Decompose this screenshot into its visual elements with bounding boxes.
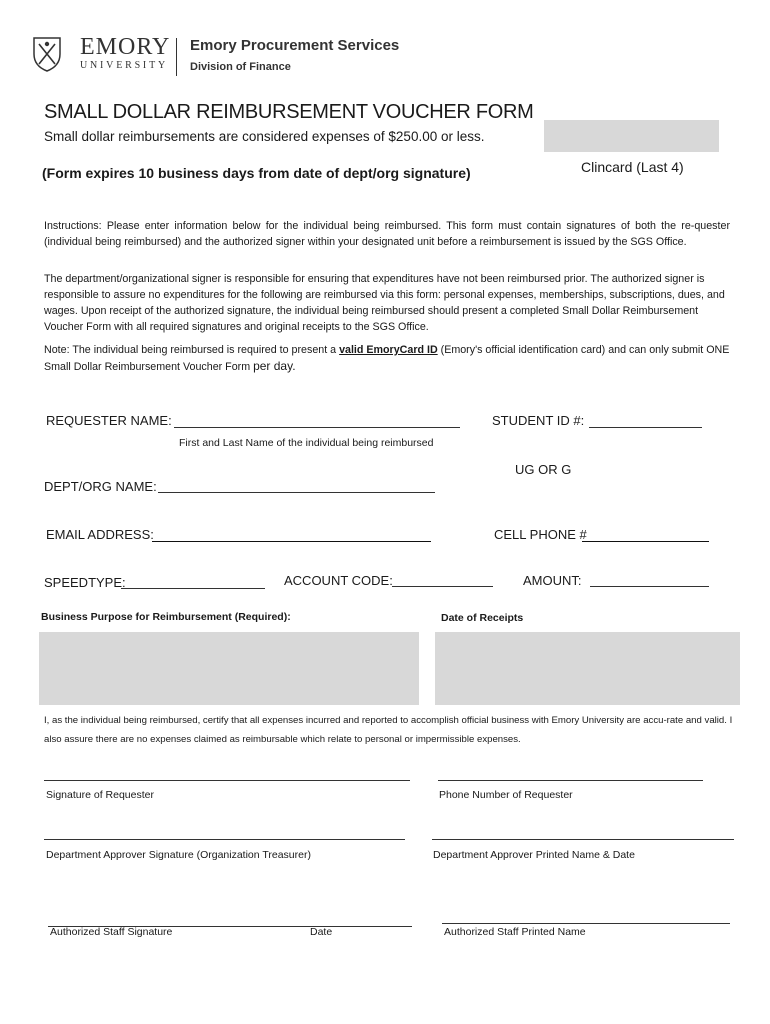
date-receipts-label: Date of Receipts: [441, 612, 524, 624]
requester-name-field[interactable]: [174, 427, 460, 428]
cell-phone-label: CELL PHONE #: [494, 527, 587, 542]
email-field[interactable]: [152, 541, 431, 542]
requester-signature-line[interactable]: [44, 780, 410, 781]
speedtype-field[interactable]: [121, 588, 265, 589]
signer-responsibility-paragraph: The department/organizational signer is responsible for ensuring that expenditures have not been reimbursed prior. The authorized signer is responsible to assure no expenditures for the following are reimbursed via this form: personal expenses, memberships, subscriptions, dues, and wages. Upon receipt of the authorized signature, the individual being reimbursed should present a completed Small Dollar Reimbursement Voucher Form with all required signatures and original receipts to the SGS Office.: [44, 273, 725, 333]
requester-name-label: REQUESTER NAME:: [46, 413, 172, 428]
date-receipts-input[interactable]: [435, 632, 740, 705]
header-division: Division of Finance: [190, 61, 291, 73]
emory-shield-logo-icon: [32, 36, 62, 72]
logo-wordmark: EMORY: [80, 34, 171, 60]
requester-signature-label: Signature of Requester: [46, 789, 154, 801]
instructions-paragraph: Instructions: Please enter information below for the individual being reimbursed. This form must contain signatures of both the re-quester (individual being reimbursed) and the authorized signer within your designated unit before a reimbursement is issued by the SGS Office.: [44, 220, 730, 248]
staff-name-line[interactable]: [442, 923, 730, 924]
ug-or-g-label: UG OR G: [515, 462, 572, 477]
clincard-input[interactable]: [544, 120, 719, 152]
amount-label: AMOUNT:: [523, 573, 582, 588]
amount-field[interactable]: [590, 586, 709, 587]
business-purpose-label: Business Purpose for Reimbursement (Required):: [41, 611, 291, 623]
logo-university: UNIVERSITY: [80, 60, 168, 71]
form-expiration-note: (Form expires 10 business days from date of dept/org signature): [42, 165, 471, 181]
account-code-label: ACCOUNT CODE:: [284, 573, 393, 588]
clincard-label: Clincard (Last 4): [581, 159, 684, 175]
approver-signature-line[interactable]: [44, 839, 405, 840]
logo-divider: [176, 38, 177, 76]
requester-phone-line[interactable]: [438, 780, 703, 781]
student-id-field[interactable]: [589, 427, 702, 428]
speedtype-label: SPEEDTYPE:: [44, 575, 126, 590]
dept-org-label: DEPT/ORG NAME:: [44, 479, 157, 494]
note-text-b: (Emory's official identification card) and can only submit ONE Small Dollar Reimbursement Voucher Form: [44, 344, 730, 373]
account-code-field[interactable]: [392, 586, 493, 587]
form-subtitle: Small dollar reimbursements are considered expenses of $250.00 or less.: [44, 129, 485, 144]
dept-org-field[interactable]: [158, 492, 435, 493]
email-label: EMAIL ADDRESS:: [46, 527, 154, 542]
requester-phone-label: Phone Number of Requester: [439, 789, 573, 801]
cell-phone-field[interactable]: [582, 541, 709, 542]
valid-emorycard-emphasis: valid EmoryCard ID: [339, 344, 438, 356]
note-text-a: Note: The individual being reimbursed is required to present a: [44, 344, 340, 356]
form-title: SMALL DOLLAR REIMBURSEMENT VOUCHER FORM: [44, 101, 534, 123]
approver-signature-label: Department Approver Signature (Organization Treasurer): [46, 849, 311, 861]
staff-date-label: Date: [310, 926, 333, 938]
approver-name-line[interactable]: [432, 839, 734, 840]
requester-name-hint: First and Last Name of the individual being reimbursed: [179, 437, 434, 449]
staff-signature-label: Authorized Staff Signature: [50, 926, 173, 938]
certification-statement: I, as the individual being reimbursed, certify that all expenses incurred and reported to accomplish official business with Emory University are accu-rate and valid. I also assure there are no expenses claimed as reimbursable which relate to personal or impermissible expenses.: [44, 715, 733, 745]
student-id-label: STUDENT ID #:: [492, 413, 585, 428]
header-department: Emory Procurement Services: [190, 37, 400, 54]
note-paragraph: [44, 342, 730, 375]
business-purpose-input[interactable]: [39, 632, 419, 705]
approver-name-label: Department Approver Printed Name & Date: [433, 849, 635, 861]
note-text-c: per day.: [253, 359, 296, 373]
staff-name-label: Authorized Staff Printed Name: [444, 926, 586, 938]
